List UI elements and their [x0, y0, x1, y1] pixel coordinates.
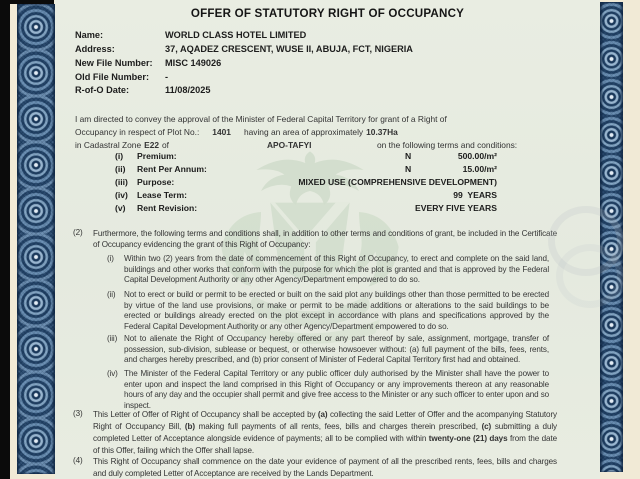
intro-line-3: in Cadastral Zone E22 of APO-TAFYI on the following terms and conditions:: [75, 139, 518, 150]
clause-text: Furthermore, the following terms and conditions shall, in addition to other terms and conditions of grant, be included in the Certificate of Occupancy evidencing the grant of this Right of Occupancy:: [93, 229, 557, 249]
naira-symbol: N: [405, 164, 412, 174]
subclause-i: [107, 254, 549, 286]
field-label: R-of-O Date:: [75, 85, 130, 95]
subclause-ii: [107, 290, 549, 332]
subclause-text: Not to erect or build or permit to be erected or built on the said plot any buildings other than those permitted to be erected by virtue of the land use provisions, or make or permit to be made additions or alterations to the said buildings to be erected or buildings already erected on the plot except in accordance with plans and specifications approved by the Federal Capital Development Authority or any other Agency/Department empowered to do so.: [124, 290, 549, 331]
field-value: MISC 149026: [165, 58, 222, 68]
field-value: 11/08/2025: [165, 85, 211, 95]
clause-number: (4): [73, 456, 83, 465]
subclause-number: (iii): [107, 334, 118, 343]
clause-number: (2): [73, 228, 83, 237]
subclause-text: Not to alienate the Right of Occupancy hereby offered or any part thereof by sale, assignment, mortgage, transfer of possession, sub-division, sublease or bequest, or otherwise howsoever without: (a) full payment of the bills, fees, rents, and charges hereby prescribed, and (b) prior consent of Minister of Federal Capital Territory first had and obtained.: [124, 334, 549, 365]
term-row-rent: (ii) Rent Per Annum: N 15.00/m²: [115, 164, 497, 174]
subclause-text: The Minister of the Federal Capital Territory or any public officer duly authorised by the Minister shall have the power to enter upon and inspect the land comprised in this Right of Occupancy or any improvements thereon at any reasonable hours of any day and the occupier shall permit and give free access to the Minister or any such officer to enter upon and so inspect.: [124, 369, 549, 410]
subclause-iv: [107, 369, 549, 411]
naira-symbol: N: [405, 151, 412, 161]
term-row-premium: (i) Premium: N 500.00/m²: [115, 151, 497, 161]
document-body: [55, 0, 600, 479]
intro-line-1: I am directed to convey the approval of the Minister of Federal Capital Territory for grant of a Right of: [75, 114, 447, 124]
field-row-old-file-number: [75, 72, 580, 84]
field-row-address: [75, 44, 580, 56]
scan-black-edge-left: [0, 0, 10, 479]
clause-3: [73, 409, 559, 457]
field-value: WORLD CLASS HOTEL LIMITED: [165, 30, 307, 40]
cadastral-zone: E22: [144, 139, 160, 150]
subclause-number: (iv): [107, 369, 118, 378]
field-row-rofo-date: [75, 85, 580, 97]
field-label: Name:: [75, 30, 104, 40]
clause-4: [73, 456, 559, 479]
guilloche-border-left: [17, 4, 55, 474]
term-row-rent-revision: (v) Rent Revision: EVERY FIVE YEARS: [115, 203, 497, 213]
field-value: 37, AQADEZ CRESCENT, WUSE II, ABUJA, FCT, NIGERIA: [165, 44, 413, 54]
plot-area: 10.37Ha: [366, 126, 398, 137]
intro-paragraph: [75, 114, 585, 153]
term-row-lease-term: (iv) Lease Term: 99 YEARS: [115, 190, 497, 200]
plot-number: 1401: [212, 126, 231, 137]
clause-2: [73, 228, 559, 250]
subclause-number: (ii): [107, 290, 116, 299]
subclause-number: (i): [107, 254, 114, 263]
field-value: -: [165, 72, 169, 82]
field-label: Address:: [75, 44, 115, 54]
clause-text: This Right of Occupancy shall commence on the date your evidence of payment of all the prescribed rents, fees, bills and charges and duly completed Letter of Acceptance are received by the Lands Department.: [93, 457, 557, 478]
clause-text: This Letter of Offer of Right of Occupancy shall be accepted by (a) collecting the said Letter of Offer and the acompanying Statutory Right of Occupancy Bill, (b) making full payments of all rents, fees, bills and charges therein prescribed, (c) submitting a duly completed Letter of Acceptance alongside evidence of payments; all to be complied with within twenty-one (21) days from the date of this Offer, failing which the Offer shall lapse.: [93, 410, 558, 455]
term-row-purpose: (iii) Purpose: MIXED USE (COMPREHENSIVE DEVELOPMENT): [115, 177, 497, 187]
field-row-new-file-number: [75, 58, 580, 70]
field-label: New File Number:: [75, 58, 153, 68]
district-name: APO-TAFYI: [267, 139, 312, 150]
intro-line-2: Occupancy in respect of Plot No.: 1401 having an area of approximately 10.37Ha: [75, 126, 398, 137]
field-row-name: [75, 30, 580, 42]
clause-number: (3): [73, 409, 83, 418]
subclause-text: Within two (2) years from the date of commencement of this Right of Occupancy, to erect and complete on the said land, buildings and other works that conform with the purpose for which the plot is granted and that is approved by the Federal Capital Development Authority or any other Agency/Department empowered to do so.: [124, 254, 549, 285]
document-title: OFFER OF STATUTORY RIGHT OF OCCUPANCY: [190, 7, 465, 20]
subclause-iii: [107, 334, 549, 366]
field-label: Old File Number:: [75, 72, 150, 82]
guilloche-border-right: [600, 2, 623, 472]
